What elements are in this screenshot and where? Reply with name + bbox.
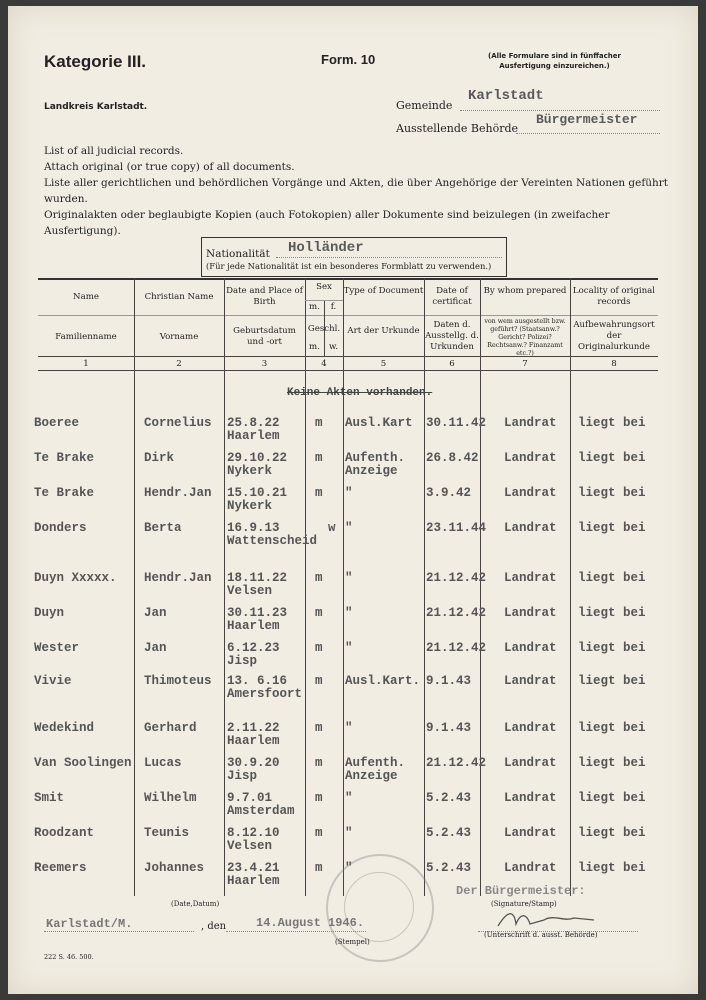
cell-vorname: Jan xyxy=(144,606,167,620)
cell-vorname: Gerhard xyxy=(144,721,197,735)
cell-type: " xyxy=(345,861,353,875)
district-label: Landkreis Karlstadt. xyxy=(44,102,148,112)
cell-loc: liegt bei xyxy=(578,641,646,655)
cell-birth: 18.11.22 xyxy=(227,571,288,585)
cell-sex: m xyxy=(315,791,323,805)
cell-date: 21.12.42 xyxy=(426,606,487,620)
cell-loc: liegt bei xyxy=(578,791,646,805)
cell-sex: m xyxy=(315,416,323,430)
cell-birthplace: Haarlem xyxy=(227,874,280,888)
cell-birthplace: Nykerk xyxy=(227,499,273,513)
den-label: , den xyxy=(201,921,227,932)
cell-birth: 2.11.22 xyxy=(227,721,280,735)
cell-sex: w xyxy=(328,521,336,535)
cell-sex: m xyxy=(315,641,323,655)
cell-birth: 13. 6.16 xyxy=(227,674,288,688)
cell-by: Landrat xyxy=(504,826,557,840)
cell-date: 5.2.43 xyxy=(426,826,472,840)
col-header-prepared-de: von wem ausgestellt bzw. geführt? (Staatsanw.? Gericht? Polizei? Rechtsanw.? Finanzamt etc.?) xyxy=(484,318,566,357)
cell-name: Donders xyxy=(34,521,87,535)
cell-name: Vivie xyxy=(34,674,72,688)
cell-by: Landrat xyxy=(504,606,557,620)
cell-name: Te Brake xyxy=(34,451,95,465)
cell-date: 21.12.42 xyxy=(426,641,487,655)
authority-label: Ausstellende Behörde xyxy=(396,122,519,135)
col-header-name-de: Familienname xyxy=(55,332,117,342)
col-header-name-en: Name xyxy=(73,292,99,302)
cell-date: 21.12.42 xyxy=(426,571,487,585)
instructions: List of all judicial records. Attach original (or true copy) of all documents. Liste aller gerichtlichen und behördlichen Vorgänge und Akten, die über Angehörige der Vereinten Nationen geführt wurden. Originalakten oder beglaubigte Kopien (auch Fotokopien) aller Dokumente sind beizulegen (in zweifacher Ausfertigung). xyxy=(44,145,669,237)
cell-birthplace: Velsen xyxy=(227,584,273,598)
cell-birthplace: Haarlem xyxy=(227,734,280,748)
cell-birthplace: Haarlem xyxy=(227,619,280,633)
col-header-type-en: Type of Document xyxy=(343,286,424,296)
cell-date: 9.1.43 xyxy=(426,674,472,688)
cell-by: Landrat xyxy=(504,571,557,585)
cell-birthplace: Velsen xyxy=(227,839,273,853)
cell-date: 30.11.42 xyxy=(426,416,487,430)
cell-by: Landrat xyxy=(504,451,557,465)
cell-loc: liegt bei xyxy=(578,416,646,430)
cell-by: Landrat xyxy=(504,416,557,430)
authority-value: Bürgermeister xyxy=(536,112,638,127)
cell-by: Landrat xyxy=(504,486,557,500)
cell-loc: liegt bei xyxy=(578,571,646,585)
cell-vorname: Johannes xyxy=(144,861,205,875)
cell-loc: liegt bei xyxy=(578,826,646,840)
form-number: Form. 10 xyxy=(321,52,376,67)
cell-name: Duyn xyxy=(34,606,65,620)
date-value: 14.August 1946. xyxy=(256,916,365,930)
cell-sex: m xyxy=(315,756,323,770)
nationality-value: Holländer xyxy=(288,240,364,256)
col-header-christian-name-en: Christian Name xyxy=(144,292,214,302)
cell-birth: 15.10.21 xyxy=(227,486,288,500)
cell-type: Ausl.Kart. xyxy=(345,674,421,688)
cell-type: Ausl.Kart xyxy=(345,416,413,430)
col-header-art-de: Art der Urkunde xyxy=(347,326,420,336)
cell-vorname: Jan xyxy=(144,641,167,655)
cell-date: 9.1.43 xyxy=(426,721,472,735)
col-header-locality-en: Locality of original records xyxy=(572,286,656,307)
signature-caption: (Signature/Stamp) xyxy=(491,900,557,908)
cell-name: Wedekind xyxy=(34,721,95,735)
no-records-note: Keine Akten vorhanden. xyxy=(287,387,433,399)
cell-by: Landrat xyxy=(504,861,557,875)
cell-sex: m xyxy=(315,571,323,585)
cell-birthplace: Haarlem xyxy=(227,429,280,443)
cell-vorname: Hendr.Jan xyxy=(144,486,212,500)
nationality-box xyxy=(201,237,507,277)
municipality-label: Gemeinde xyxy=(396,99,453,112)
cell-sex: m xyxy=(315,486,323,500)
cell-date: 23.11.44 xyxy=(426,521,487,535)
cell-name: Smit xyxy=(34,791,65,805)
cell-by: Landrat xyxy=(504,674,557,688)
cell-loc: liegt bei xyxy=(578,521,646,535)
cell-type: " xyxy=(345,521,353,535)
col-header-date-cert-en: Date of certificat xyxy=(432,286,472,307)
print-code: 222 S. 46. 500. xyxy=(44,953,94,961)
cell-by: Landrat xyxy=(504,521,557,535)
col-header-geburt-de: Geburtsdatum und -ort xyxy=(233,326,296,347)
cell-loc: liegt bei xyxy=(578,486,646,500)
cell-type-line2: Anzeige xyxy=(345,464,398,478)
nationality-note: (Für jede Nationalität ist ein besonderes Formblatt zu verwenden.) xyxy=(206,261,492,271)
cell-loc: liegt bei xyxy=(578,451,646,465)
cell-birthplace: Jisp xyxy=(227,769,258,783)
cell-name: Duyn Xxxxx. xyxy=(34,571,117,585)
cell-loc: liegt bei xyxy=(578,756,646,770)
cell-type: " xyxy=(345,791,353,805)
cell-by: Landrat xyxy=(504,756,557,770)
cell-sex: m xyxy=(315,674,323,688)
cell-sex: m xyxy=(315,861,323,875)
cell-name: Boeree xyxy=(34,416,80,430)
col-header-date-place-en: Date and Place of Birth xyxy=(226,286,303,307)
cell-sex: m xyxy=(315,826,323,840)
cell-name: Reemers xyxy=(34,861,87,875)
col-header-daten-de: Daten d. Ausstellg. d. Urkunden xyxy=(425,320,479,352)
cell-type: Aufenth. xyxy=(345,451,406,465)
authority-caption: (Unterschrift d. ausst. Behörde) xyxy=(484,931,598,939)
cell-loc: liegt bei xyxy=(578,674,646,688)
cell-loc: liegt bei xyxy=(578,721,646,735)
col-header-geschl-de: Geschl. xyxy=(307,324,341,334)
cell-birth: 8.12.10 xyxy=(227,826,280,840)
cell-vorname: Thimoteus xyxy=(144,674,212,688)
cell-type: " xyxy=(345,721,353,735)
cell-birth: 23.4.21 xyxy=(227,861,280,875)
col-header-sex-en: Sex xyxy=(316,282,332,292)
cell-birth: 9.7.01 xyxy=(227,791,273,805)
municipality-value: Karlstadt xyxy=(468,88,544,104)
cell-vorname: Teunis xyxy=(144,826,190,840)
col-header-prepared-en: By whom prepared xyxy=(483,286,567,296)
date-caption: (Date,Datum) xyxy=(171,900,220,908)
col-header-aufbewahrung-de: Aufbewahrungsort der Originalurkunde xyxy=(573,320,655,352)
cell-type: " xyxy=(345,486,353,500)
cell-vorname: Cornelius xyxy=(144,416,212,430)
cell-birth: 25.8.22 xyxy=(227,416,280,430)
cell-vorname: Berta xyxy=(144,521,182,535)
cell-sex: m xyxy=(315,721,323,735)
stamp-caption: (Stempel) xyxy=(335,938,370,946)
cell-date: 3.9.42 xyxy=(426,486,472,500)
cell-birth: 30.11.23 xyxy=(227,606,288,620)
cell-loc: liegt bei xyxy=(578,606,646,620)
cell-type: " xyxy=(345,641,353,655)
cell-birth: 30.9.20 xyxy=(227,756,280,770)
cell-by: Landrat xyxy=(504,641,557,655)
cell-type: " xyxy=(345,571,353,585)
col-header-vorname-de: Vorname xyxy=(159,332,199,342)
cell-date: 5.2.43 xyxy=(426,861,472,875)
cell-name: Van Soolingen xyxy=(34,756,132,770)
place: Karlstadt/M. xyxy=(46,917,133,931)
cell-name: Wester xyxy=(34,641,80,655)
cell-birthplace: Wattenscheid xyxy=(227,534,318,548)
cell-date: 5.2.43 xyxy=(426,791,472,805)
cell-birthplace: Jisp xyxy=(227,654,258,668)
cell-vorname: Hendr.Jan xyxy=(144,571,212,585)
document-page: Kategorie III. Form. 10 (Alle Formulare sind in fünffacher Ausfertigung einzureichen.) Landkreis Karlstadt. Gemeinde Karlstadt Ausstellende Behörde Bürgermeister List of all judicial records. Attach original (or true copy) of all documents. Liste aller gerichtlichen und behördlichen Vorgänge und Akten, die über Angehörige der Vereinten Nationen geführt wurden. Originalakten oder beglaubigte Kopien (auch Fotokopien) aller Dokumente sind beizulegen (in zweifacher Ausfertigung). Nationalität Holländer (Für jede Nationalität ist ein besonderes Formblatt zu verwenden.) Name Christian Name Date and Place of Birth Sex m. f. Type of Document Date of certificat By whom prepared Locality of original records Familienname Vorname Geburtsdatum und -ort Geschl. m. w. Art der Urkunde Daten d. Ausstellg. d. Urkunden von wem ausgestellt bzw. geführt? (Staatsanw.? Gericht? Polizei? Rechtsanw.? Finanzamt etc.?) Aufbewahrungsort der Originalurkunde 1 2 3 4 5 6 7 8 Keine Akten vorhanden. Boeree Cornelius 25.8.22 m Ausl.Kart 30.11.42 Landrat liegt bei Haarlem Te Brake Dirk 29.10.22 m Aufenth. 26.8.42 Landrat liegt bei Nykerk Anzeige Te Brake Hendr.Jan 15.10.21 m " 3.9.42 Landrat liegt bei Nykerk Donders Berta 16.9.13 w " 23.11.44 Landrat liegt bei Wattenscheid Duyn Xxxxx. Hendr.Jan 18.11.22 m " 21.12.42 Landrat liegt bei Velsen Duyn Jan 30.11.23 m " 21.12.42 Landrat liegt bei Haarlem Wester Jan 6.12.23 m " 21.12.42 Landrat liegt bei Jisp Vivie Thimoteus 13. 6.16 m Ausl.Kart. 9.1.43 Landrat liegt bei Amersfoort Wedekind Gerhard 2.11.22 m " 9.1.43 Landrat liegt bei Haarlem Van Soolingen Lucas 30.9.20 m Aufenth. 21.12.42 Landrat liegt bei Jisp Anzeige Smit Wilhelm 9.7.01 m " 5.2.43 Landrat liegt bei Amsterdam Roodzant Teunis 8.12.10 m " 5.2.43 Landrat liegt bei Velsen Reemers Johannes 23.4.21 m " 5.2.43 Landrat liegt bei Haarlem (Date,Datum) (Signature/Stamp) Der Bürgermeister: Karlstadt/M. , den 14.August 1946. (Stempel) (Unterschrift d. ausst. Behörde) 222 S. 46. 500. xyxy=(8,6,698,994)
cell-birthplace: Amsterdam xyxy=(227,804,295,818)
cell-type-line2: Anzeige xyxy=(345,769,398,783)
cell-birthplace: Nykerk xyxy=(227,464,273,478)
handwritten-signature xyxy=(494,906,604,932)
cell-birthplace: Amersfoort xyxy=(227,687,303,701)
cell-by: Landrat xyxy=(504,721,557,735)
cell-type: " xyxy=(345,826,353,840)
cell-by: Landrat xyxy=(504,791,557,805)
form-note: (Alle Formulare sind in fünffacher Ausfertigung einzureichen.) xyxy=(488,52,621,70)
cell-name: Roodzant xyxy=(34,826,95,840)
nationality-label: Nationalität xyxy=(206,248,270,260)
cell-name: Te Brake xyxy=(34,486,95,500)
cell-sex: m xyxy=(315,606,323,620)
cell-vorname: Wilhelm xyxy=(144,791,197,805)
cell-birth: 29.10.22 xyxy=(227,451,288,465)
category-title: Kategorie III. xyxy=(44,52,147,71)
cell-birth: 16.9.13 xyxy=(227,521,280,535)
mayor-signature-line: Der Bürgermeister: xyxy=(456,884,586,898)
cell-type: " xyxy=(345,606,353,620)
cell-date: 21.12.42 xyxy=(426,756,487,770)
cell-sex: m xyxy=(315,451,323,465)
cell-vorname: Lucas xyxy=(144,756,182,770)
cell-date: 26.8.42 xyxy=(426,451,479,465)
cell-type: Aufenth. xyxy=(345,756,406,770)
cell-vorname: Dirk xyxy=(144,451,175,465)
cell-loc: liegt bei xyxy=(578,861,646,875)
cell-birth: 6.12.23 xyxy=(227,641,280,655)
